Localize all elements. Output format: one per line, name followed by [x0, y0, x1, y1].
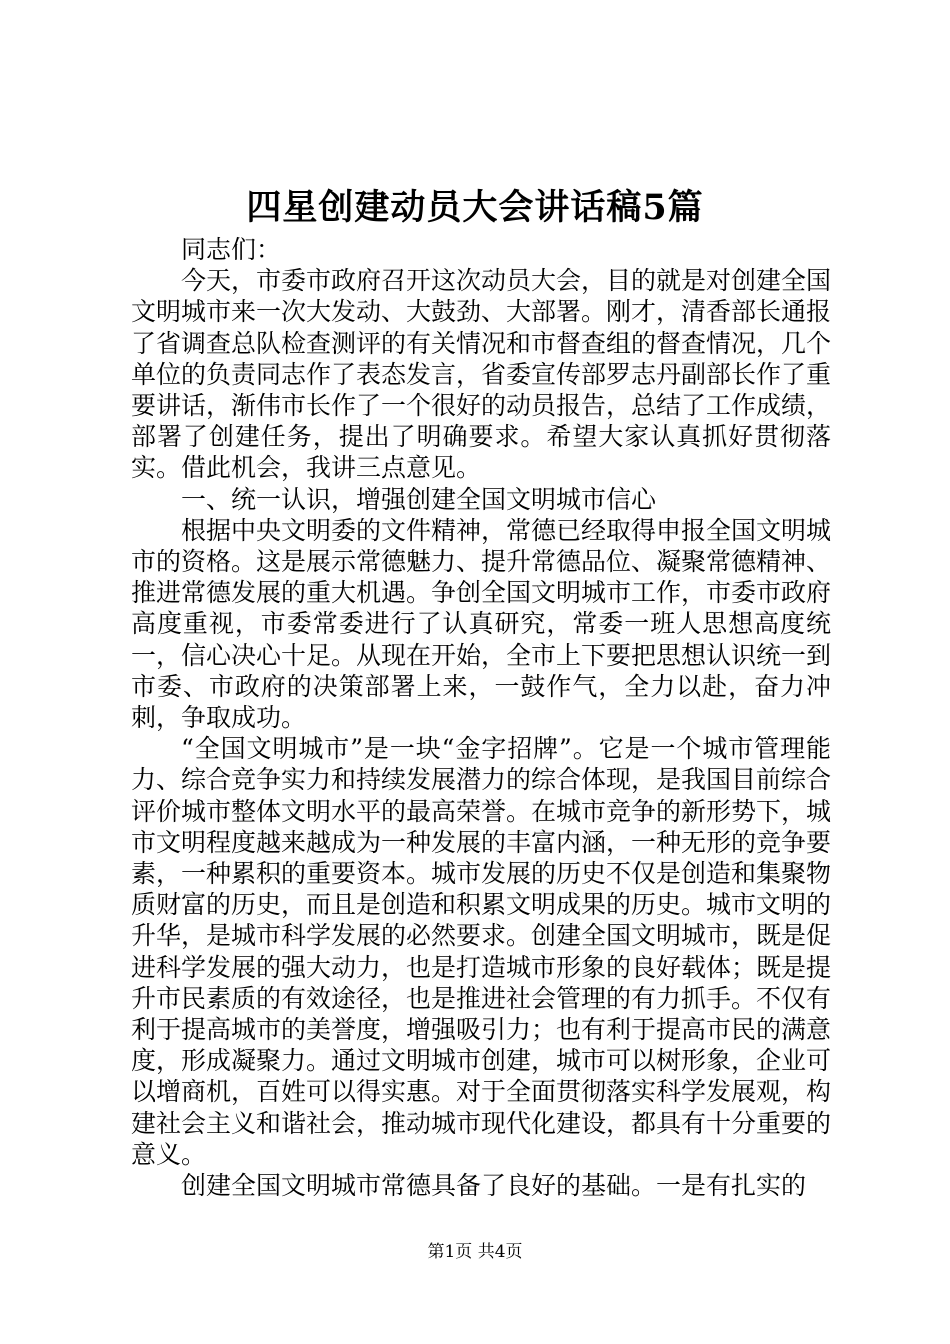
document-body — [131, 234, 831, 1201]
paragraph-section1-b: “全国文明城市”是一块“金字招牌”。它是一个城市管理能力、综合竞争实力和持续发展潜力的综合体现，是我国目前综合评价城市整体文明水平的最高荣誉。在城市竞争的新形势下，城市文明程度越来越成为一种发展的丰富内涵，一种无形的竞争要素，一种累积的重要资本。城市发展的历史不仅是创造和集聚物质财富的历史，而且是创造和积累文明成果的历史。城市文明的升华，是城市科学发展的必然要求。创建全国文明城市，既是促进科学发展的强大动力，也是打造城市形象的良好载体；既是提升市民素质的有效途径，也是推进社会管理的有力抓手。不仅有利于提高城市的美誉度，增强吸引力；也有利于提高市民的满意度，形成凝聚力。通过文明城市创建，城市可以树形象，企业可以增商机，百姓可以得实惠。对于全面贯彻落实科学发展观，构建社会主义和谐社会，推动城市现代化建设，都具有十分重要的意义。 — [131, 734, 832, 1169]
paragraph-greeting: 同志们： — [181, 235, 282, 264]
paragraph-section1-c: 创建全国文明城市常德具备了良好的基础。一是有扎实的 — [181, 1171, 807, 1201]
page-number: 第1页 共4页 — [427, 1242, 523, 1262]
paragraph-opening: 今天，市委市政府召开这次动员大会，目的就是对创建全国文明城市来一次大发动、大鼓劲、大部署。刚才，清香部长通报了省调查总队检查测评的有关情况和市督查组的督查情况，几个单位的负责同志作了表态发言，省委宣传部罗志丹副部长作了重要讲话，渐伟市长作了一个很好的动员报告，总结了工作成绩，部署了创建任务，提出了明确要求。希望大家认真抓好贯彻落实。借此机会，我讲三点意见。 — [131, 266, 832, 483]
document-title: 四星创建动员大会讲话稿5篇 — [246, 187, 704, 228]
section-heading-1: 一、统一认识，增强创建全国文明城市信心 — [181, 484, 657, 514]
paragraph-section1-a: 根据中央文明委的文件精神，常德已经取得申报全国文明城市的资格。这是展示常德魅力、提升常德品位、凝聚常德精神、推进常德发展的重大机遇。争创全国文明城市工作，市委市政府高度重视，市委常委进行了认真研究，常委一班人思想高度统一，信心决心十足。从现在开始，全市上下要把思想认识统一到市委、市政府的决策部署上来，一鼓作气，全力以赴，奋力冲刺，争取成功。 — [131, 515, 832, 733]
